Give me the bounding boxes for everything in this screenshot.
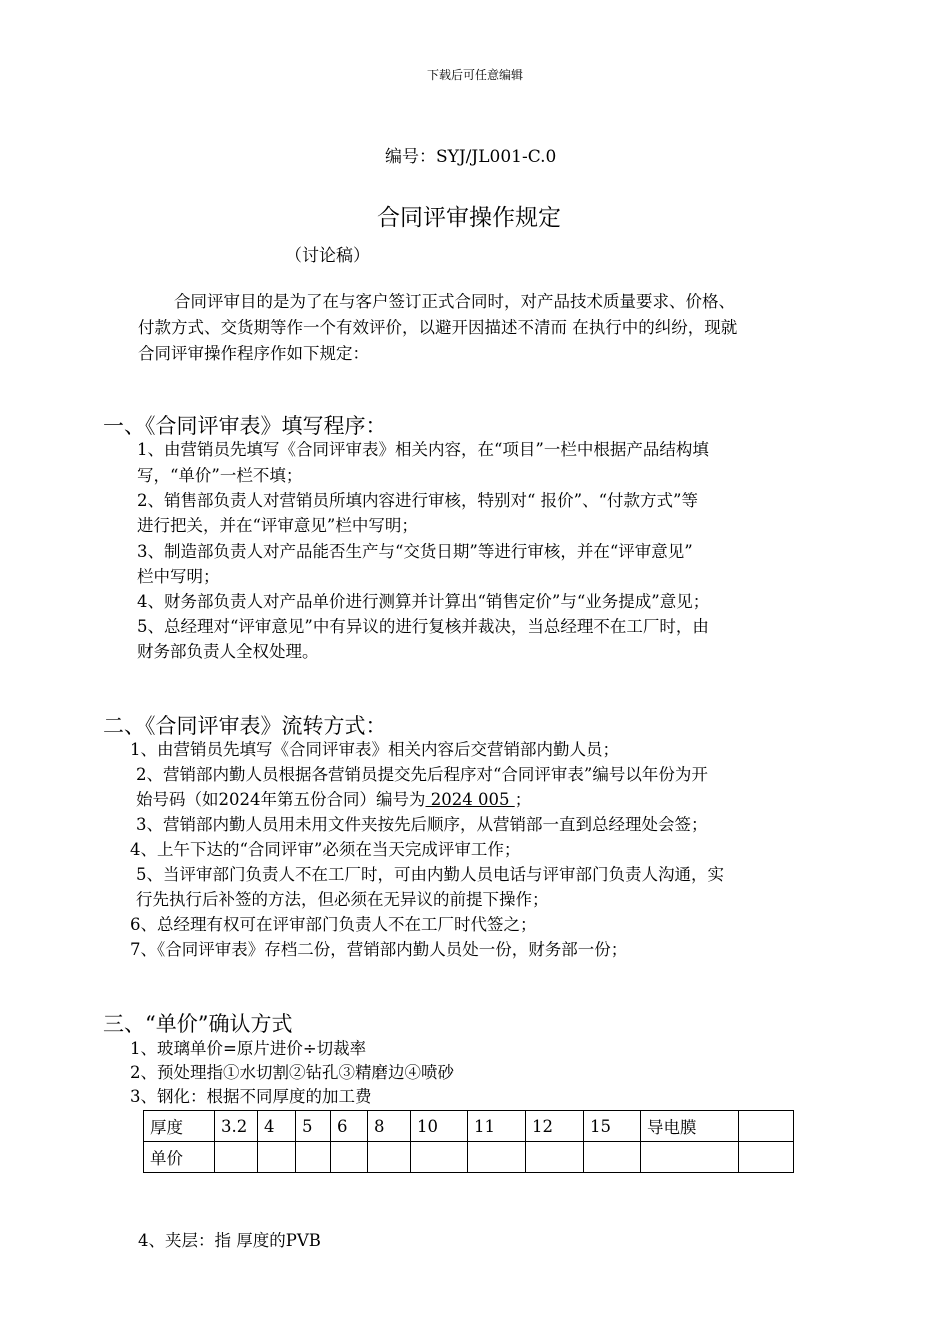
table-cell — [526, 1142, 584, 1173]
section2-line2-suffix: ； — [514, 790, 532, 809]
header-note: 下载后可任意编辑 — [426, 68, 523, 82]
section3-line: 3、钢化：根据不同厚度的加工费 — [130, 1087, 372, 1106]
table-cell — [258, 1142, 296, 1173]
section1-line: 3、制造部负责人对产品能否生产与“交货日期”等进行审核，并在“评审意见” — [137, 542, 693, 561]
section2-line2-prefix: 始号码（如2024年第五份合同）编号为 — [136, 790, 426, 809]
thickness-price-table — [143, 1110, 794, 1173]
section2-line: 7、《合同评审表》存档二份，营销部内勤人员处一份，财务部一份； — [130, 940, 628, 959]
table-cell — [584, 1142, 641, 1173]
section2-line: 1、由营销员先填写《合同评审表》相关内容后交营销部内勤人员； — [130, 740, 619, 759]
table-cell: 11 — [468, 1111, 526, 1142]
table-cell: 8 — [368, 1111, 411, 1142]
table-cell: 单价 — [144, 1142, 215, 1173]
document-number: 编号：SYJ/JL001-C.0 — [385, 147, 557, 167]
table-cell: 4 — [258, 1111, 296, 1142]
section3-line: 2、预处理指①水切割②钻孔③精磨边④喷砂 — [130, 1063, 454, 1082]
table-cell — [739, 1142, 794, 1173]
table-cell: 6 — [331, 1111, 368, 1142]
intro-paragraph — [138, 289, 838, 367]
section1-line: 1、由营销员先填写《合同评审表》相关内容，在“项目”一栏中根据产品结构填 — [137, 440, 709, 459]
section1-line: 4、财务部负责人对产品单价进行测算并计算出“销售定价”与“业务提成”意见； — [137, 592, 710, 611]
section1-heading: 一、《合同评审表》填写程序： — [103, 414, 387, 438]
section1-line: 5、总经理对“评审意见”中有异议的进行复核并裁决，当总经理不在工厂时，由 — [137, 617, 709, 636]
table-cell — [411, 1142, 468, 1173]
section1-line: 财务部负责人全权处理。 — [137, 642, 319, 661]
intro-line: 合同评审目的是为了在与客户签订正式合同时，对产品技术质量要求、价格、 — [174, 292, 735, 311]
section2-line: 行先执行后补签的方法，但必须在无异议的前提下操作； — [136, 890, 549, 909]
section2-line: 5、当评审部门负责人不在工厂时，可由内勤人员电话与评审部门负责人沟通，实 — [136, 865, 724, 884]
table-cell: 3.2 — [215, 1111, 258, 1142]
section1-line: 栏中写明； — [137, 567, 220, 586]
table-cell — [739, 1111, 794, 1142]
section3-heading: 三、“单价”确认方式 — [103, 1012, 293, 1036]
contract-code-example: 2024 005 — [425, 790, 515, 809]
table-cell — [296, 1142, 331, 1173]
table-row — [144, 1142, 794, 1173]
table-cell — [368, 1142, 411, 1173]
section3-line: 1、玻璃单价=原片进价÷切裁率 — [130, 1039, 367, 1058]
section2-line: 6、总经理有权可在评审部门负责人不在工厂时代签之； — [130, 915, 537, 934]
table-cell: 厚度 — [144, 1111, 215, 1142]
table-cell: 导电膜 — [641, 1111, 739, 1142]
section3-line: 4、夹层：指 厚度的PVB — [138, 1231, 321, 1250]
intro-line: 付款方式、交货期等作一个有效评价，以避开因描述不清而 在执行中的纠纷，现就 — [138, 318, 738, 337]
table-cell — [331, 1142, 368, 1173]
page-subtitle: （讨论稿） — [285, 246, 370, 266]
section2-heading: 二、《合同评审表》流转方式： — [103, 714, 387, 738]
section2-line — [136, 787, 531, 813]
table-cell: 5 — [296, 1111, 331, 1142]
section2-line: 2、营销部内勤人员根据各营销员提交先后程序对“合同评审表”编号以年份为开 — [136, 765, 708, 784]
table-row — [144, 1111, 794, 1142]
page-title: 合同评审操作规定 — [377, 205, 561, 231]
section1-line: 2、销售部负责人对营销员所填内容进行审核，特别对“ 报价”、“付款方式”等 — [137, 491, 698, 510]
section1-line: 写，“单价”一栏不填； — [137, 466, 303, 485]
table-cell: 10 — [411, 1111, 468, 1142]
section2-line: 3、营销部内勤人员用未用文件夹按先后顺序，从营销部一直到总经理处会签； — [136, 815, 708, 834]
table-cell: 15 — [584, 1111, 641, 1142]
table-cell — [468, 1142, 526, 1173]
table-cell: 12 — [526, 1111, 584, 1142]
section1-line: 进行把关，并在“评审意见”栏中写明； — [137, 516, 418, 535]
section2-line: 4、上午下达的“合同评审”必须在当天完成评审工作； — [130, 840, 521, 859]
table-cell — [215, 1142, 258, 1173]
table-cell — [641, 1142, 739, 1173]
intro-line: 合同评审操作程序作如下规定： — [138, 344, 369, 363]
